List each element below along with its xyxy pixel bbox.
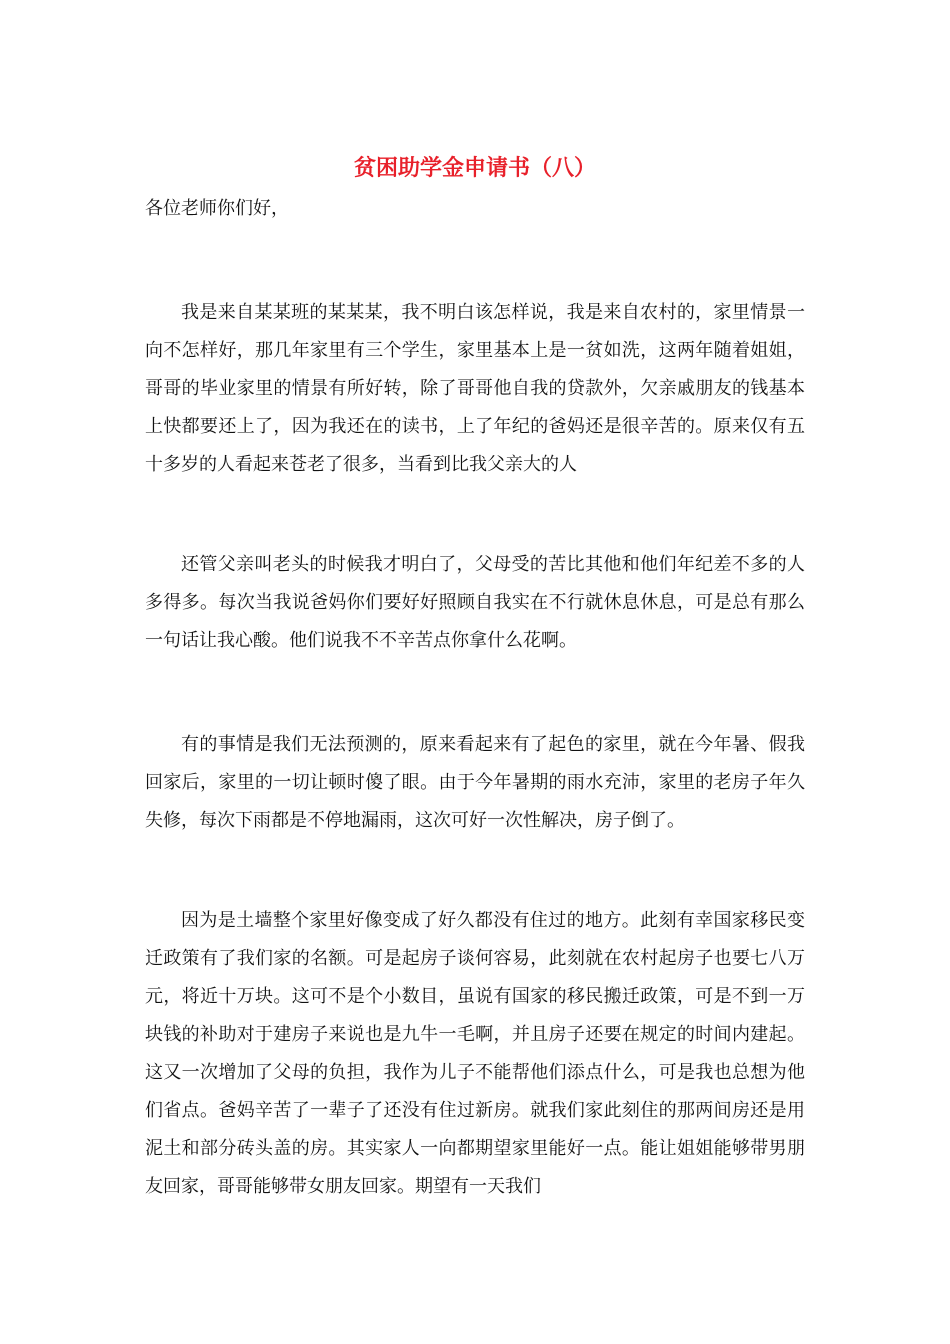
paragraph-4: 因为是土墙整个家里好像变成了好久都没有住过的地方。此刻有幸国家移民变迁政策有了我们家的名额。可是起房子谈何容易，此刻就在农村起房子也要七八万元，将近十万块。这可不是个小数目，虽说有国家的移民搬迁政策，可是不到一万块钱的补助对于建房子来说也是九牛一毛啊，并且房子还要在规定的时间内建起。这又一次增加了父母的负担，我作为儿子不能帮他们添点什么，可是我也总想为他们省点。爸妈辛苦了一辈子了还没有住过新房。就我们家此刻住的那两间房还是用泥土和部分砖头盖的房。其实家人一向都期望家里能好一点。能让姐姐能够带男朋友回家，哥哥能够带女朋友回家。期望有一天我们 — [145, 910, 805, 1197]
document-title: 贫困助学金申请书（八） — [353, 155, 596, 181]
greeting-line: 各位老师你们好， — [145, 198, 289, 219]
paragraph-1: 我是来自某某班的某某某，我不明白该怎样说，我是来自农村的，家里情景一向不怎样好，那几年家里有三个学生，家里基本上是一贫如洗，这两年随着姐姐，哥哥的毕业家里的情景有所好转，除了哥哥他自我的贷款外，欠亲戚朋友的钱基本上快都要还上了，因为我还在的读书，上了年纪的爸妈还是很辛苦的。原来仅有五十多岁的人看起来苍老了很多，当看到比我父亲大的人 — [145, 302, 805, 475]
paragraph-3: 有的事情是我们无法预测的，原来看起来有了起色的家里，就在今年暑、假我回家后，家里的一切让顿时傻了眼。由于今年暑期的雨水充沛，家里的老房子年久失修，每次下雨都是不停地漏雨，这次可好一次性解决，房子倒了。 — [145, 734, 805, 831]
paragraph-2: 还管父亲叫老头的时候我才明白了，父母受的苦比其他和他们年纪差不多的人多得多。每次当我说爸妈你们要好好照顾自我实在不行就休息休息，可是总有那么一句话让我心酸。他们说我不不辛苦点你拿什么花啊。 — [145, 554, 805, 651]
